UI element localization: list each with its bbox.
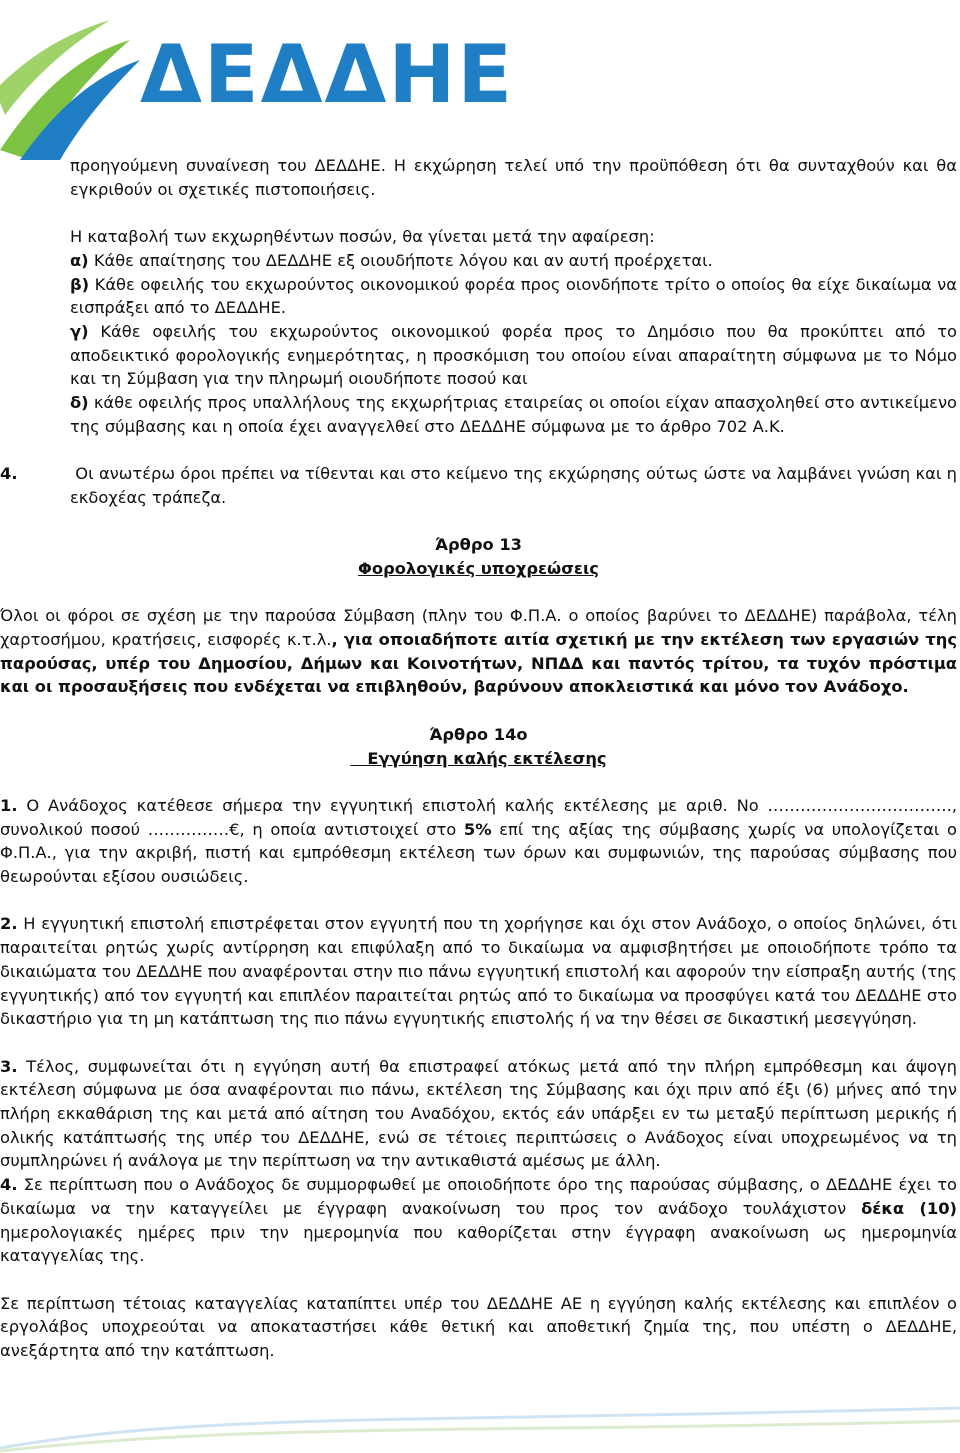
section-text: Η εγγυητική επιστολή επιστρέφεται στον εγγυητή που τη χορήγησε και όχι στον Ανάδοχο, ο οποίος δηλώνει, ότι παραιτείται ρητώς χωρίς αντίρρηση και επιφύλαξη από το δικαίωμα να αμφισβητήσει με οποιοδήποτε τρόπο τα δικαιώματα του ΔΕΔΔΗΕ που αναφέρονται στην πιο πάνω εγγυητική επιστολή και αφορούν την είσπραξη αυτής (της εγγυητικής) από τον εγγυητή και επιπλέον παραιτείται ρητώς από το δικαίωμα να προσφύγει κατά του ΔΕΔΔΗΕ στο δικαστήριο για τη μη κατάπτωση της πιο πάνω εγγυητικής επιστολής ή να την θέσει σε δικαστική μεσεγγύηση.	[0, 914, 957, 1029]
article-text	[0, 604, 957, 699]
deduction-item-a	[70, 249, 957, 273]
deduction-intro: Η καταβολή των εκχωρηθέντων ποσών, θα γίνεται μετά την αφαίρεση:	[70, 227, 655, 247]
final-paragraph: Σε περίπτωση τέτοιας καταγγελίας καταπίπτει υπέρ του ΔΕΔΔΗΕ ΑΕ η εγγύηση καλής εκτέλεσης και επιπλέον ο εργολάβος υποχρεούται να αποκαταστήσει κάθε θετική και αποθετική ζημία της, που υπέστη ο ΔΕΔΔΗΕ, ανεξάρτητα από την κατάπτωση.	[0, 1293, 957, 1361]
section-number: 1.	[0, 795, 18, 815]
section-text: Ο Ανάδοχος κατέθεσε σήμερα την εγγυητική επιστολή καλής εκτέλεσης με αριθ. Νο ……………………………., συνολικού ποσού ……………€, η οποία αντιστοιχεί στο	[0, 795, 957, 839]
item-text: κάθε οφειλής προς υπαλλήλους της εκχωρήτριας εταιρείας οι οποίοι είχαν απασχοληθεί στο αντικείμενο της σύμβασης και η οποία έχει αναγγελθεί στο ΔΕΔΔΗΕ σύμφωνα με το άρθρο 702 Α.Κ.	[70, 393, 958, 436]
footer-wave-icon	[0, 1393, 960, 1453]
company-logo	[0, 0, 514, 160]
document-body	[0, 154, 960, 1363]
item-text: Κάθε οφειλής του εκχωρούντος οικονομικού φορέα προς το Δημόσιο που θα προκύπτει από το αποδεικτικό φορολογικής ενημερότητας, η προσκόμιση του οποίου είναι απαραίτητη σύμφωνα με το Νόμο και τη Σύμβαση για την πληρωμή οιουδήποτε ποσού και	[70, 321, 957, 389]
section-3	[0, 1055, 957, 1174]
text-part: , για οποιαδήποτε αιτία σχετική με την εκτέλεση των εργασιών της παρούσας, υπέρ του Δημοσίου, Δήμων και Κοινοτήτων, ΝΠΔΔ και παντός τρίτου, τα τυχόν πρόστιμα και οι προσαυξήσεις που ενδέχεται να επιβληθούν, βαρύνουν αποκλειστικά και μόνο τον Ανάδοχο.	[0, 630, 957, 697]
section-highlight: 5%	[463, 819, 492, 839]
section-text: επί της αξίας της σύμβασης χωρίς να υπολογίζεται ο Φ.Π.Α., για την ακριβή, πιστή και εμπρόθεσμη εκτέλεση των όρων και συμφωνιών, της παρούσας σύμβασης που θεωρούνται εξίσου ουσιώδεις.	[0, 819, 957, 886]
article-14	[0, 723, 957, 1363]
article-heading: Άρθρο 14ο	[429, 724, 528, 744]
clause-number: 4.	[0, 464, 18, 484]
para-continuation	[70, 154, 957, 201]
item-label: α)	[70, 250, 89, 270]
text-part: Όλοι οι φόροι σε σχέση με την παρούσα Σύμβαση (πλην του Φ.Π.Α. ο οποίος βαρύνει το ΔΕΔΔΗΕ) παράβολα, τέλη χαρτοσήμου, κρατήσεις, εισφορές κ.τ.λ.	[0, 606, 957, 649]
section-number: 2.	[0, 914, 18, 934]
section-number: 3.	[0, 1056, 18, 1076]
deduction-item-d	[70, 391, 957, 438]
article-subtitle: Φορολογικές υποχρεώσεις	[358, 558, 599, 578]
logo-wordmark: ΔΕΔΔΗΕ	[140, 28, 514, 121]
section-highlight: δέκα (10)	[861, 1198, 957, 1218]
item-text: Κάθε οφειλής του εκχωρούντος οικονομικού φορέα προς οιονδήποτε τρίτο ο οποίος θα είχε δικαίωμα να εισπράξει από το ΔΕΔΔΗΕ.	[70, 274, 957, 318]
article-subtitle: Εγγύηση καλής εκτέλεσης	[350, 748, 607, 768]
item-label: β)	[70, 274, 90, 294]
section-1	[0, 794, 957, 889]
clause-body: Οι ανωτέρω όροι πρέπει να τίθενται και στο κείμενο της εκχώρησης ούτως ώστε να λαμβάνει γνώση και η εκδοχέας τράπεζα.	[70, 464, 957, 507]
section-text: Σε περίπτωση που ο Ανάδοχος δε συμμορφωθεί με οποιοδήποτε όρο της παρούσας σύμβασης, ο ΔΕΔΔΗΕ έχει το δικαίωμα να την καταγγείλει με έγγραφη ανακοίνωση του προς τον ανάδοχο τουλάχιστον	[0, 1175, 957, 1218]
item-label: γ)	[70, 321, 89, 341]
section-text: Τέλος, συμφωνείται ότι η εγγύηση αυτή θα επιστραφεί ατόκως μετά από την πλήρη εμπρόθεσμη και άψογη εκτέλεση σύμφωνα με όσα αναφέρονται πιο πάνω, εκτέλεση της Σύμβασης και όχι πριν από έξι (6) μήνες από την πλήρη εκκαθάριση της και μετά από αίτηση του Αναδόχου, εκτός εάν υπάρξει εν τω μεταξύ περίπτωση μερικής ή ολικής κατάπτωσής της υπέρ του ΔΕΔΔΗΕ, ενώ σε τέτοιες περιπτώσεις ο Ανάδοχος είναι υποχρεωμένος να τη συμπληρώνει ή ανάλογα με την περίπτωση να την αντικαθιστά αμέσως με άλλη.	[0, 1056, 957, 1171]
deduction-item-b	[70, 273, 957, 320]
deduction-list	[70, 225, 957, 438]
section-number: 4.	[0, 1175, 18, 1195]
deduction-item-c	[70, 320, 957, 391]
item-text: Κάθε απαίτησης του ΔΕΔΔΗΕ εξ οιουδήποτε λόγου και αν αυτή προέρχεται.	[88, 250, 713, 270]
clause-text	[0, 462, 957, 509]
item-label: δ)	[70, 393, 89, 413]
paragraph-text: προηγούμενη συναίνεση του ΔΕΔΔΗΕ. Η εκχώρηση τελεί υπό την προϋπόθεση ότι θα συνταχθούν και θα εγκριθούν οι σχετικές πιστοποιήσεις.	[70, 156, 957, 199]
article-13	[0, 533, 957, 699]
section-2	[0, 912, 957, 1031]
article-heading: Άρθρο 13	[435, 535, 522, 555]
section-text: ημερολογιακές ημέρες πριν την ημερομηνία που καθορίζεται στην έγγραφη ανακοίνωση ως ημερομηνία καταγγελίας της.	[0, 1222, 957, 1266]
clause-4	[0, 462, 957, 509]
section-4	[0, 1173, 957, 1268]
